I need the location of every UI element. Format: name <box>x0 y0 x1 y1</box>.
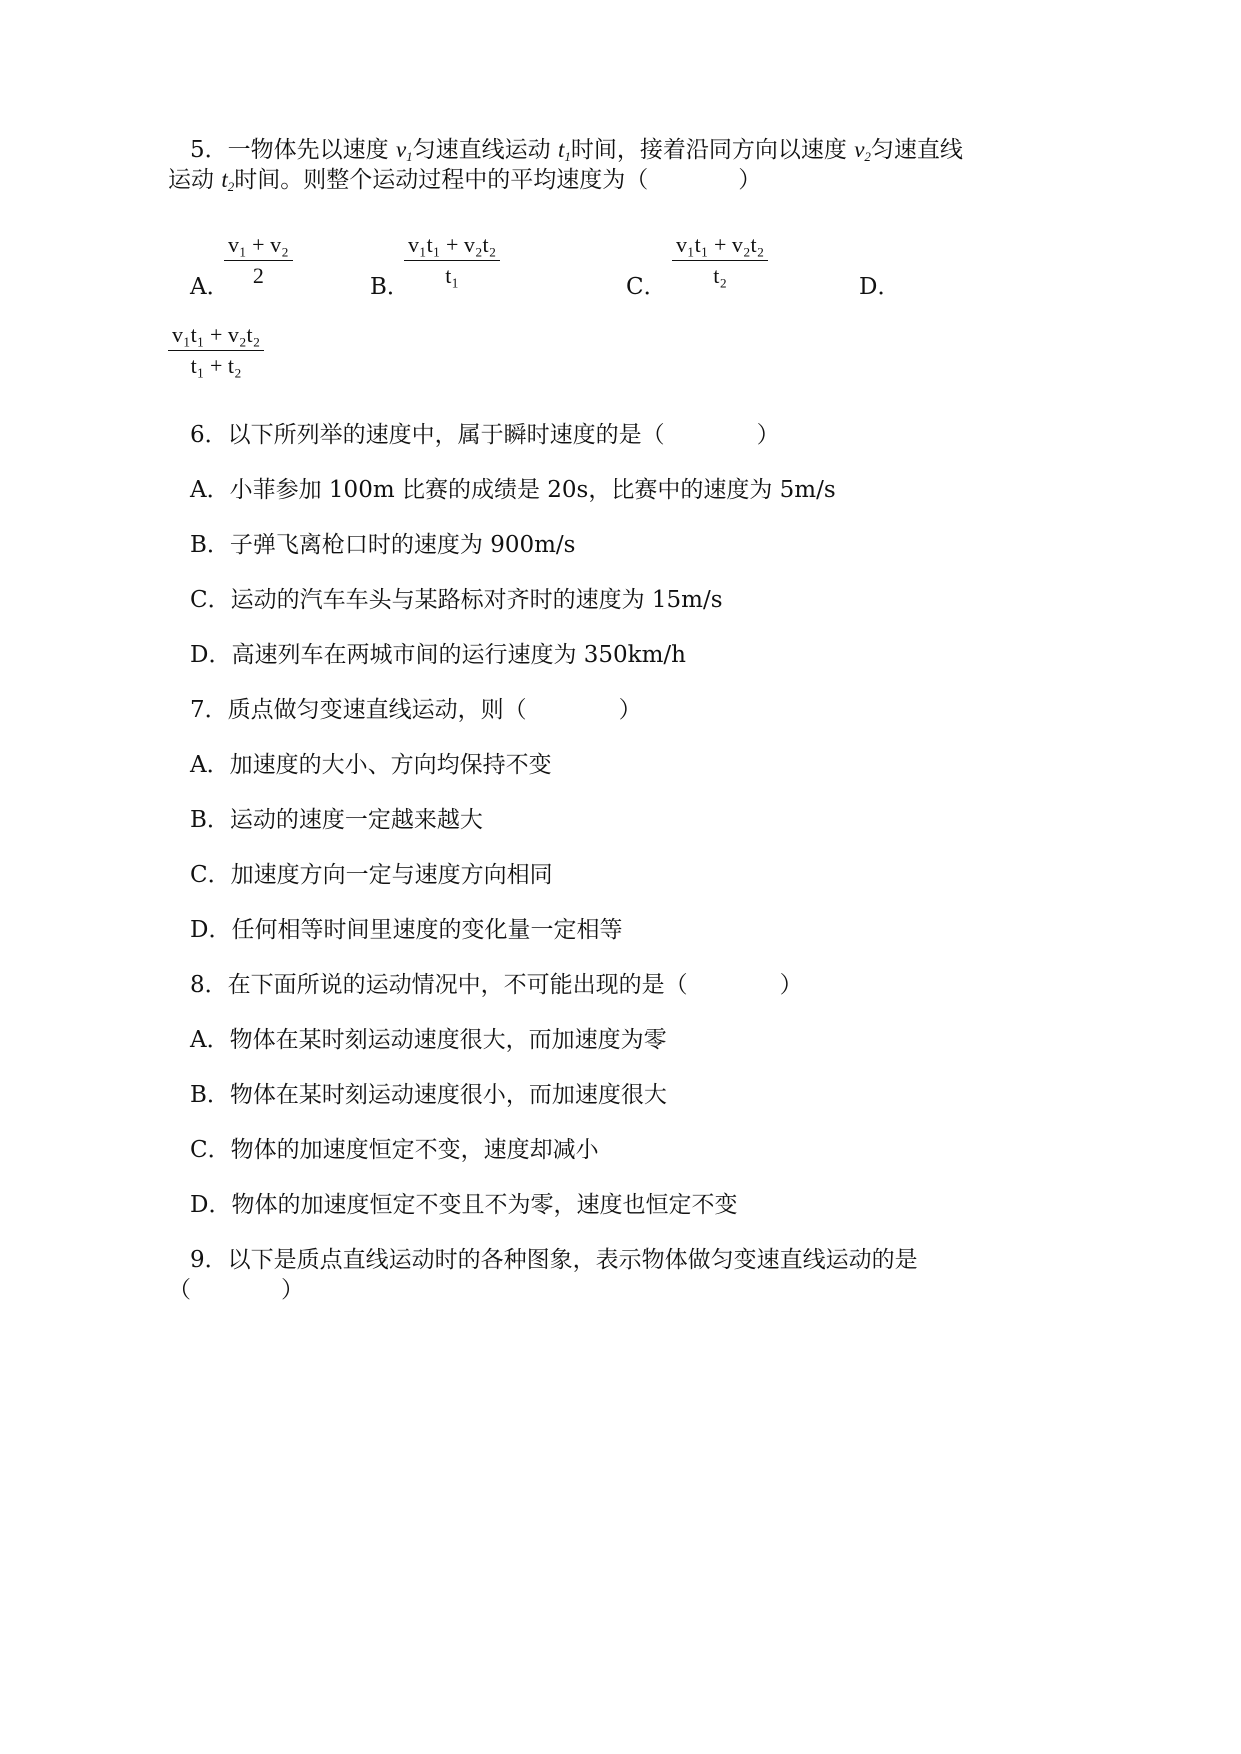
q9-close-paren: ） <box>281 1277 304 1303</box>
q9-answer-parens <box>168 1275 304 1305</box>
option-b-denominator: t₁ <box>445 263 460 288</box>
option-b-fraction <box>404 232 500 289</box>
option-a-fraction <box>224 232 293 289</box>
q7-option-b: B．运动的速度一定越来越大 <box>190 807 483 833</box>
q7-stem-text: 7．质点做匀变速直线运动，则（ <box>190 697 527 723</box>
q7-option-a: A．加速度的大小、方向均保持不变 <box>190 752 552 778</box>
option-c-label: C． <box>626 274 667 300</box>
q6-close-paren: ） <box>756 422 780 448</box>
fraction-bar <box>404 260 500 261</box>
q5-text6: 时间。则整个运动过程中的平均速度为（ <box>234 167 649 193</box>
q6-stem-text: 6．以下所列举的速度中，属于瞬时速度的是（ <box>190 422 665 448</box>
q6-stem <box>190 420 780 450</box>
option-c-numerator: v₁t₁ + v₂t₂ <box>676 232 765 257</box>
q5-line1 <box>190 135 963 165</box>
q7-close-paren: ） <box>618 697 642 723</box>
q8-close-paren: ） <box>779 972 803 998</box>
q8-option-a: A．物体在某时刻运动速度很大，而加速度为零 <box>190 1027 667 1053</box>
q5-text1: 一物体先以速度 <box>227 137 389 163</box>
option-d-denominator: t₁ + t₂ <box>190 353 242 378</box>
option-b-label: B． <box>370 274 410 300</box>
fraction-bar <box>224 260 293 261</box>
option-d-numerator: v₁t₁ + v₂t₂ <box>172 322 261 347</box>
option-c-denominator: t₂ <box>713 263 728 288</box>
q8-option-b: B．物体在某时刻运动速度很小，而加速度很大 <box>190 1082 667 1108</box>
t2-symbol: $t_2$ <box>221 167 235 194</box>
q6-option-c: C．运动的汽车车头与某路标对齐时的速度为 15m/s <box>190 587 723 613</box>
option-c-fraction <box>672 232 768 289</box>
t1-symbol: $t_1$ <box>557 137 571 164</box>
option-a-numerator: v₁ + v₂ <box>228 232 289 257</box>
q8-stem-text: 8．在下面所说的运动情况中，不可能出现的是（ <box>190 972 688 998</box>
option-d-fraction <box>168 322 264 379</box>
q7-option-c: C．加速度方向一定与速度方向相同 <box>190 862 553 888</box>
option-b-numerator: v₁t₁ + v₂t₂ <box>408 232 497 257</box>
q5-number: 5． <box>190 137 228 163</box>
q5-text4: 匀速直线 <box>870 137 963 163</box>
q5-text5: 运动 <box>168 167 214 193</box>
q5-line2 <box>168 165 761 195</box>
q9-open-paren: （ <box>168 1277 191 1303</box>
fraction-bar <box>168 350 264 351</box>
q7-stem <box>190 695 642 725</box>
q5-close-paren: ） <box>738 167 762 193</box>
q6-option-b: B．子弹飞离枪口时的速度为 900m/s <box>190 532 576 558</box>
q6-option-d: D．高速列车在两城市间的运行速度为 350km/h <box>190 642 686 668</box>
fraction-bar <box>672 260 768 261</box>
v2-symbol: $v_2$ <box>854 137 871 164</box>
q8-option-d: D．物体的加速度恒定不变且不为零，速度也恒定不变 <box>190 1192 738 1218</box>
option-d-label: D． <box>859 274 901 300</box>
q6-option-a: A．小菲参加 100m 比赛的成绩是 20s，比赛中的速度为 5m/s <box>190 477 836 503</box>
q8-stem <box>190 970 803 1000</box>
option-a-label: A． <box>190 274 230 300</box>
q5-text2: 匀速直线运动 <box>412 137 551 163</box>
option-a-denominator: 2 <box>252 263 264 288</box>
q5-text3: 时间，接着沿同方向以速度 <box>570 137 847 163</box>
q8-option-c: C．物体的加速度恒定不变，速度却减小 <box>190 1137 599 1163</box>
q9-stem: 9．以下是质点直线运动时的各种图象，表示物体做匀变速直线运动的是 <box>190 1247 918 1273</box>
v1-symbol: $v_1$ <box>395 137 413 164</box>
q7-option-d: D．任何相等时间里速度的变化量一定相等 <box>190 917 623 943</box>
